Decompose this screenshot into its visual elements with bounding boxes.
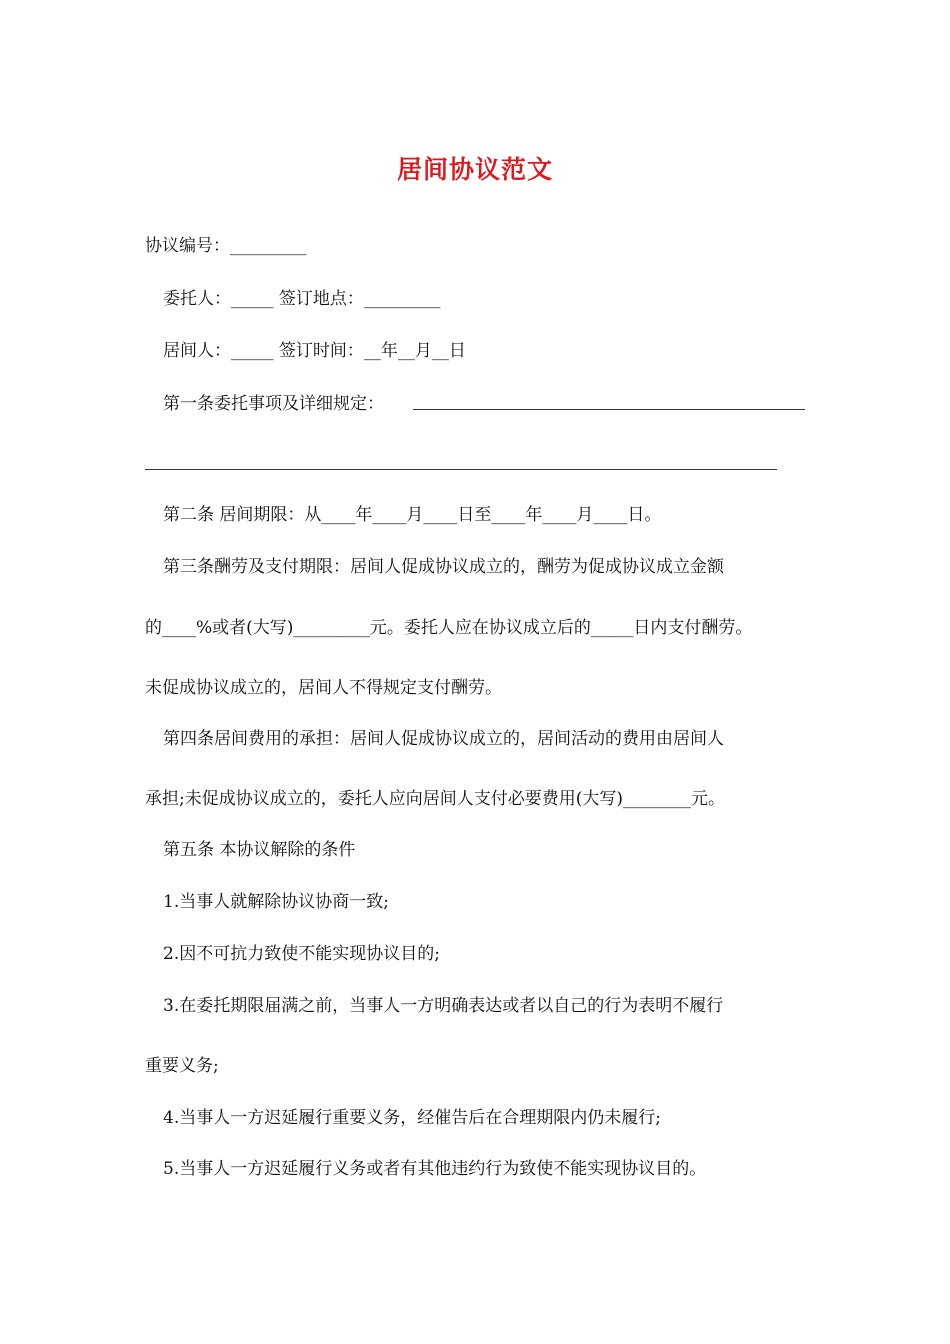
article-5-item-5: 5.当事人一方迟延履行义务或者有其他违约行为致使不能实现协议目的。 <box>163 1159 707 1179</box>
article-5-item-4: 4.当事人一方迟延履行重要义务，经催告后在合理期限内仍未履行; <box>163 1108 661 1128</box>
article-5-item-3: 3.在委托期限届满之前，当事人一方明确表达或者以自己的行为表明不履行 <box>163 996 724 1016</box>
article-2-line: 第二条 居间期限：从____年____月____日至____年____月____日。 <box>163 505 662 525</box>
article-3-line-2: 的____%或者(大写)_________元。委托人应在协议成立后的_____日内支付酬劳。 <box>145 618 753 638</box>
article-3-line-3: 未促成协议成立的，居间人不得规定支付酬劳。 <box>145 678 502 698</box>
client-line: 委托人：_____ 签订地点：_________ <box>163 289 441 309</box>
article-5-heading: 第五条 本协议解除的条件 <box>163 840 356 860</box>
article-4-line-2: 承担;未促成协议成立的，委托人应向居间人支付必要费用(大写)________元。 <box>145 789 725 809</box>
article-5-item-1: 1.当事人就解除协议协商一致; <box>163 892 389 912</box>
document-title: 居间协议范文 <box>396 155 553 184</box>
article-1-blank-rule-2 <box>145 469 777 470</box>
agreement-number-line: 协议编号：_________ <box>145 236 307 256</box>
article-3-line: 第三条酬劳及支付期限：居间人促成协议成立的，酬劳为促成协议成立金额 <box>163 557 724 577</box>
article-5-item-3-cont: 重要义务; <box>145 1056 219 1076</box>
article-4-line: 第四条居间费用的承担：居间人促成协议成立的，居间活动的费用由居间人 <box>163 729 724 749</box>
article-5-item-2: 2.因不可抗力致使不能实现协议目的; <box>163 944 440 964</box>
intermediary-line: 居间人：_____ 签订时间：__年__月__日 <box>163 341 466 361</box>
article-1-blank-rule <box>413 409 805 410</box>
article-1-line: 第一条委托事项及详细规定： <box>163 394 384 414</box>
